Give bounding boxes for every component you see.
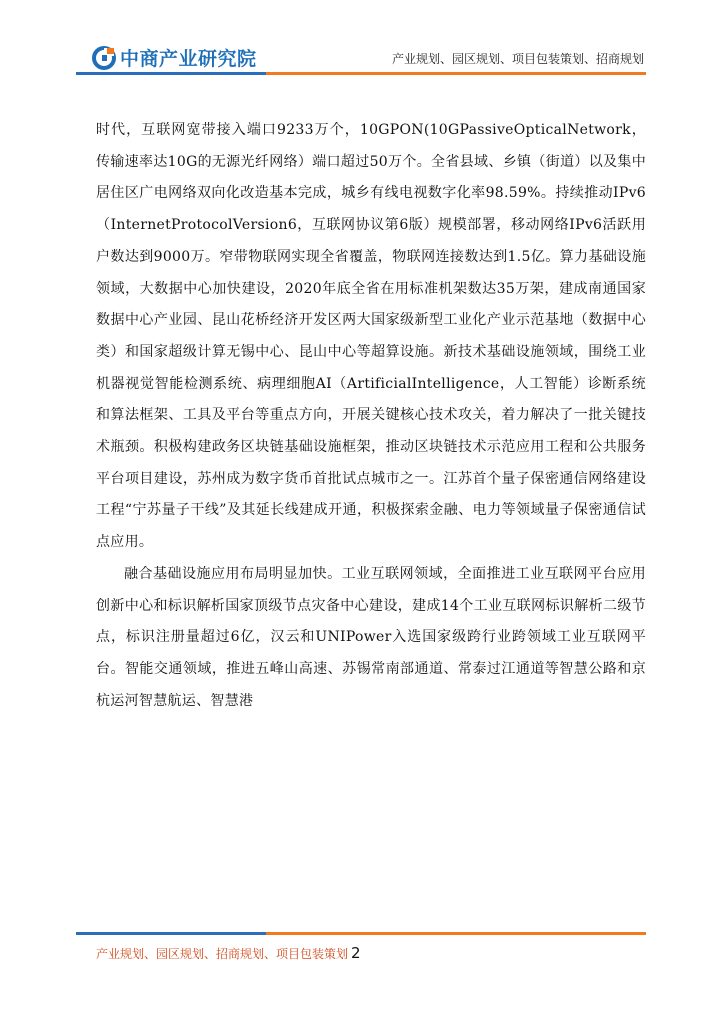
logo-icon: [92, 46, 116, 70]
logo-text: 中商产业研究院: [120, 48, 257, 70]
page-footer: [96, 944, 361, 962]
page-header: [0, 0, 724, 80]
header-slogan: 产业规划、园区规划、项目包装策划、招商规划: [391, 52, 644, 66]
footer-divider-blue: [76, 932, 266, 935]
body-paragraph-2: 融合基础设施应用布局明显加快。工业互联网领域，全面推进工业互联网平台应用创新中心和标识解析国家顶级节点灾备中心建设，建成14个工业互联网标识解析二级节点，标识注册量超过6亿，汉云和UNIPower入选国家级跨行业跨领域工业互联网平台。智能交通领域，推进五峰山高速、苏锡常南部通道、常泰过江通道等智慧公路和京杭运河智慧航运、智慧港: [96, 565, 646, 709]
document-body: [96, 115, 646, 717]
body-paragraph-1: 时代，互联网宽带接入端口9233万个，10GPON(10GPassiveOpticalNetwork，传输速率达10G的无源光纤网络）端口超过50万个。全省县域、乡镇（街道）以及集中居住区广电网络双向化改造基本完成，城乡有线电视数字化率98.59%。持续推动IPv6（InternetProtocolVersion6，互联网协议第6版）规模部署，移动网络IPv6活跃用户数达到9000万。窄带物联网实现全省覆盖，物联网连接数达到1.5亿。算力基础设施领域，大数据中心加快建设，2020年底全省在用标准机架数达35万架，建成南通国家数据中心产业园、昆山花桥经济开发区两大国家级新型工业化产业示范基地（数据中心类）和国家超级计算无锡中心、昆山中心等超算设施。新技术基础设施领域，围绕工业机器视觉智能检测系统、病理细胞AI（ArtificialIntelligence，人工智能）诊断系统和算法框架、工具及平台等重点方向，开展关键核心技术攻关，着力解决了一批关键技术瓶颈。积极构建政务区块链基础设施框架，推动区块链技术示范应用工程和公共服务平台项目建设，苏州成为数字货币首批试点城市之一。江苏首个量子保密通信网络建设工程“宁苏量子干线”及其延长线建成开通，积极探索金融、电力等领域量子保密通信试点应用。: [96, 122, 646, 551]
brand-logo: [92, 44, 257, 71]
header-divider-orange: [266, 72, 646, 75]
header-divider-blue: [76, 72, 266, 75]
page-number: 2: [351, 944, 361, 962]
footer-text: 产业规划、园区规划、招商规划、项目包装策划: [96, 947, 349, 961]
footer-divider-orange: [266, 932, 646, 935]
